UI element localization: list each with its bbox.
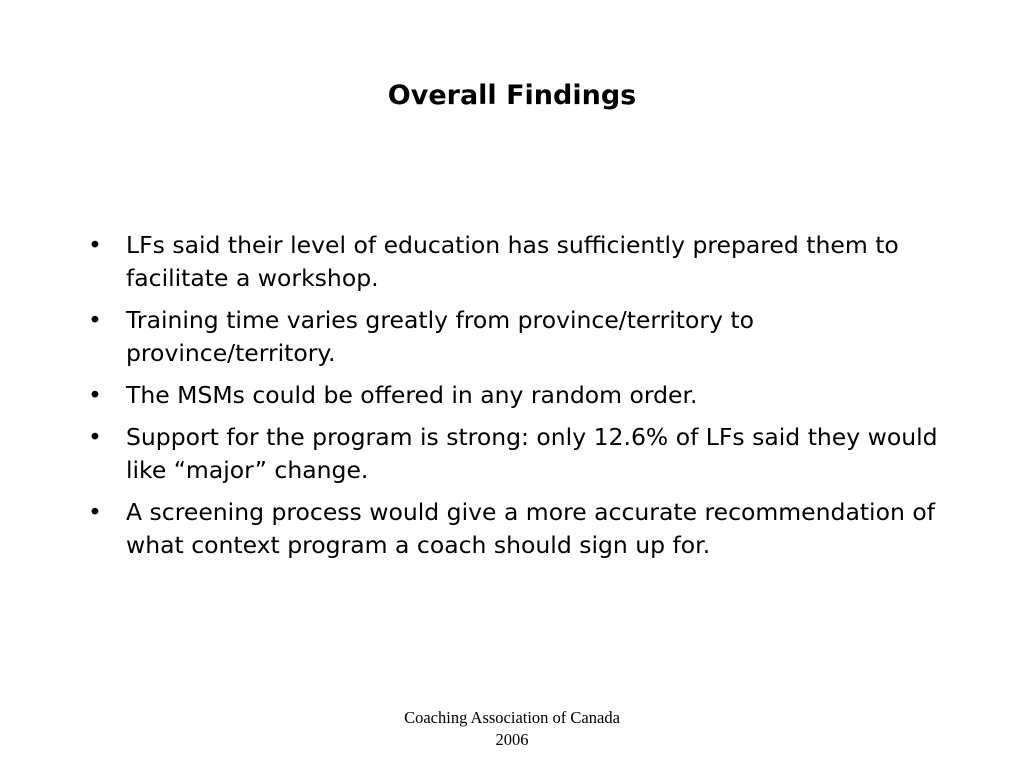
list-item <box>88 304 948 370</box>
bullet-icon: • <box>88 381 102 409</box>
footer-year: 2006 <box>495 730 529 749</box>
bullet-icon: • <box>88 498 102 526</box>
slide-title: Overall Findings <box>387 80 637 111</box>
bullet-icon: • <box>88 231 102 259</box>
bullet-text: A screening process would give a more accurate recommendation of what context program a coach should sign up for. <box>126 498 935 559</box>
list-item <box>88 496 948 562</box>
bullet-text: LFs said their level of education has sufficiently prepared them to facilitate a workshop. <box>126 231 899 292</box>
bullet-text: Training time varies greatly from province/territory to province/territory. <box>126 306 755 367</box>
bullet-list <box>88 229 948 571</box>
bullet-text: The MSMs could be offered in any random order. <box>126 381 698 409</box>
list-item <box>88 229 948 295</box>
list-item <box>88 379 948 412</box>
bullet-icon: • <box>88 306 102 334</box>
slide-footer <box>0 707 1024 751</box>
bullet-text: Support for the program is strong: only 12.6% of LFs said they would like “major” change. <box>126 423 938 484</box>
list-item <box>88 421 948 487</box>
footer-organization: Coaching Association of Canada <box>404 708 620 727</box>
bullet-icon: • <box>88 423 102 451</box>
